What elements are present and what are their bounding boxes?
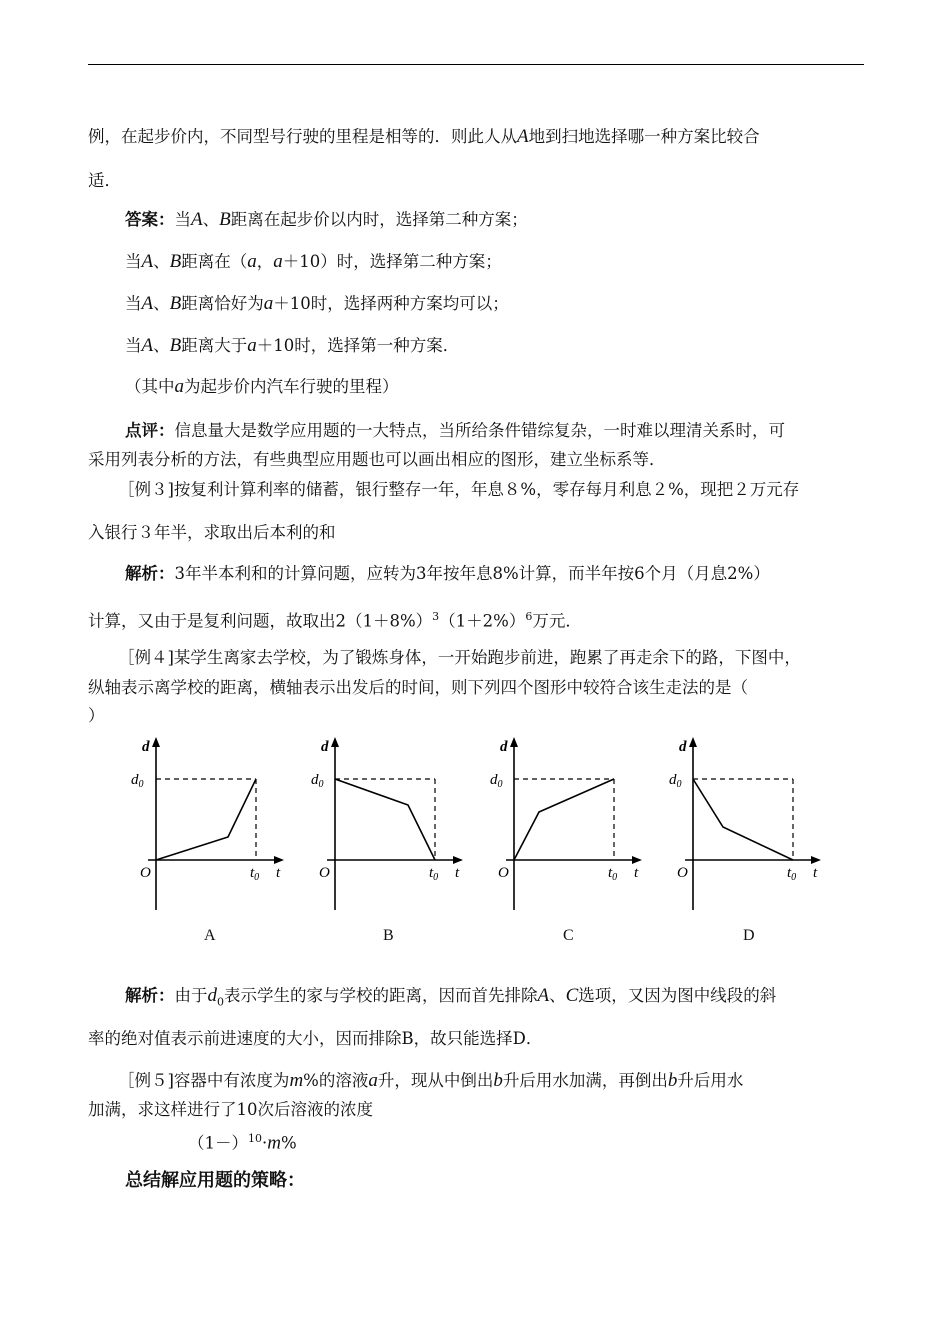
d0-sub: 0 bbox=[676, 779, 682, 790]
summary-heading bbox=[125, 1170, 905, 1192]
para-line-2 bbox=[88, 170, 868, 192]
para-line-1 bbox=[88, 126, 868, 148]
example4-line-1 bbox=[118, 647, 898, 669]
example4-line-3 bbox=[88, 705, 868, 727]
text: 升后用水 bbox=[677, 1071, 744, 1090]
path-line bbox=[335, 779, 435, 860]
exponent: 10 bbox=[248, 1132, 262, 1145]
graph-b bbox=[305, 735, 465, 920]
text: ＋10）时，选择第二种方案； bbox=[282, 252, 502, 271]
example5-formula bbox=[188, 1128, 950, 1155]
answer-line-1 bbox=[125, 209, 905, 231]
text: 当 bbox=[174, 210, 191, 229]
solution-label: 解析： bbox=[125, 564, 175, 583]
t0-label bbox=[608, 865, 617, 883]
t0-sub: 0 bbox=[254, 872, 260, 883]
text: 距离在（ bbox=[181, 252, 248, 271]
axis-t-label: t bbox=[276, 865, 281, 881]
var: m bbox=[267, 1132, 281, 1154]
text: · bbox=[262, 1133, 268, 1153]
d0-label bbox=[669, 772, 682, 790]
comment-label: 点评： bbox=[125, 421, 175, 440]
x-axis-arrow bbox=[811, 856, 821, 864]
var: a bbox=[273, 251, 283, 272]
example4-line-2 bbox=[88, 677, 868, 699]
text: ） bbox=[88, 706, 105, 725]
text: % bbox=[280, 1133, 297, 1153]
solution3-line-2 bbox=[88, 606, 868, 633]
axis-d-label: d bbox=[142, 739, 150, 755]
solution3-line-1 bbox=[125, 563, 905, 585]
d0-label bbox=[131, 772, 144, 790]
text: 升后用水加满，再倒出 bbox=[502, 1071, 668, 1090]
d0-sub: 0 bbox=[497, 779, 503, 790]
text: 万元． bbox=[532, 611, 582, 631]
graph-label-a: A bbox=[204, 927, 216, 944]
solution4-line-2 bbox=[88, 1028, 868, 1050]
var: A bbox=[141, 335, 154, 356]
summary-text: 总结解应用题的策略： bbox=[125, 1170, 305, 1191]
var: A bbox=[191, 209, 203, 230]
text: 、 bbox=[153, 294, 170, 313]
text: ＋10时，选择第一种方案． bbox=[256, 336, 460, 355]
t0-sub: 0 bbox=[791, 872, 797, 883]
var: b bbox=[667, 1070, 678, 1091]
var: m bbox=[289, 1070, 304, 1091]
t0-sub: 0 bbox=[433, 872, 439, 883]
axis-t-label: t bbox=[455, 865, 460, 881]
var: b bbox=[493, 1070, 503, 1091]
y-axis-arrow bbox=[689, 737, 697, 747]
answer-line-4 bbox=[125, 335, 905, 357]
t0-label bbox=[429, 865, 438, 883]
example5-line-1 bbox=[118, 1070, 898, 1092]
var: B bbox=[219, 209, 231, 230]
var: B bbox=[169, 251, 182, 272]
answer-note bbox=[125, 376, 905, 398]
origin-label: O bbox=[140, 865, 151, 881]
text: 信息量大是数学应用题的一大特点，当所给条件错综复杂，一时难以理清关系时，可 bbox=[174, 421, 785, 440]
exponent: 6 bbox=[525, 610, 533, 623]
t0-label bbox=[250, 865, 259, 883]
y-axis-arrow bbox=[152, 737, 160, 747]
text: 选项，又因为图中线段的斜 bbox=[578, 986, 777, 1005]
d0-sub: 0 bbox=[318, 779, 324, 790]
graph-c bbox=[484, 735, 644, 920]
text: 升，现从中倒出 bbox=[377, 1071, 494, 1090]
solution4-line-1 bbox=[125, 985, 905, 1013]
y-axis-arrow bbox=[331, 737, 339, 747]
var: B bbox=[169, 293, 182, 314]
answer-line-2 bbox=[125, 251, 905, 273]
comment-line-1 bbox=[125, 420, 905, 442]
var: a bbox=[174, 376, 184, 397]
text: 3年半本利和的计算问题，应转为3年按年息8%计算，而半年按6个月（月息2%） bbox=[174, 564, 770, 583]
answer-label: 答案： bbox=[125, 210, 175, 229]
t0-label bbox=[787, 865, 796, 883]
axis-d-label: d bbox=[500, 739, 508, 755]
text: 当 bbox=[125, 294, 142, 313]
text: 当 bbox=[125, 252, 142, 271]
t0-main: t bbox=[787, 865, 792, 881]
t0-main: t bbox=[250, 865, 255, 881]
answer-line-3 bbox=[125, 293, 905, 315]
text: 、 bbox=[153, 336, 170, 355]
d0-sub: 0 bbox=[138, 779, 144, 790]
d0-main: d bbox=[490, 772, 498, 788]
graph-label-c: C bbox=[563, 927, 574, 944]
example5-line-2 bbox=[88, 1099, 868, 1121]
text: 加满，求这样进行了10次后溶液的浓度 bbox=[88, 1100, 373, 1119]
graph-a bbox=[126, 735, 286, 920]
path-line bbox=[156, 779, 256, 860]
axis-d-label: d bbox=[321, 739, 329, 755]
graph-d bbox=[663, 735, 823, 920]
t0-main: t bbox=[429, 865, 434, 881]
var: A bbox=[141, 251, 154, 272]
d0-label bbox=[311, 772, 324, 790]
text: 率的绝对值表示前进速度的大小，因而排除B，故只能选择D． bbox=[88, 1029, 543, 1048]
text: （其中 bbox=[125, 377, 175, 396]
graph-label-b: B bbox=[383, 927, 394, 944]
text: 采用列表分析的方法，有些典型应用题也可以画出相应的图形，建立坐标系等． bbox=[88, 450, 666, 469]
d0-main: d bbox=[311, 772, 319, 788]
text: 当 bbox=[125, 336, 142, 355]
axis-t-label: t bbox=[634, 865, 639, 881]
text: %的溶液 bbox=[303, 1071, 369, 1090]
var: C bbox=[565, 985, 579, 1006]
text: 适． bbox=[88, 171, 121, 190]
text: 由于 bbox=[174, 986, 208, 1005]
text: （1＋2%） bbox=[439, 611, 526, 631]
text: 距离大于 bbox=[181, 336, 248, 355]
text: 入银行３年半，求取出后本利的和 bbox=[88, 523, 336, 542]
text: 、 bbox=[202, 210, 220, 229]
var: a bbox=[247, 335, 257, 356]
example3-line-1 bbox=[118, 479, 898, 501]
var: a bbox=[263, 293, 274, 314]
text: ［例３]按复利计算利率的储蓄，银行整存一年，年息８%，零存每月利息２%，现把２万元存 bbox=[118, 480, 800, 499]
var: a bbox=[247, 251, 257, 272]
axis-t-label: t bbox=[813, 865, 818, 881]
var: B bbox=[169, 335, 182, 356]
y-axis-arrow bbox=[510, 737, 518, 747]
text: ［例５]容器中有浓度为 bbox=[118, 1071, 290, 1090]
var: A bbox=[141, 293, 154, 314]
solution-label: 解析： bbox=[125, 986, 175, 1005]
path-line bbox=[514, 779, 614, 860]
text: 为起步价内汽车行驶的里程） bbox=[184, 377, 399, 396]
header-rule bbox=[88, 64, 864, 65]
text: ， bbox=[256, 252, 274, 271]
d0-main: d bbox=[669, 772, 677, 788]
d0-main: d bbox=[131, 772, 139, 788]
text: 纵轴表示离学校的距离，横轴表示出发后的时间，则下列四个图形中较符合该生走法的是（ bbox=[88, 678, 748, 697]
text: 计算，又由于是复利问题，故取出2（1＋8%） bbox=[88, 611, 433, 631]
comment-line-2 bbox=[88, 449, 868, 471]
var: A bbox=[517, 126, 529, 147]
subscript: 0 bbox=[217, 995, 224, 1009]
origin-label: O bbox=[677, 865, 688, 881]
text: ＋10时，选择两种方案均可以； bbox=[273, 294, 509, 313]
text: 距离在起步价以内时，选择第二种方案； bbox=[230, 210, 528, 229]
text: 、 bbox=[549, 986, 566, 1005]
d0-label bbox=[490, 772, 503, 790]
text: 地到扫地选择哪一种方案比较合 bbox=[528, 127, 760, 146]
t0-sub: 0 bbox=[612, 872, 618, 883]
var: a bbox=[368, 1070, 378, 1091]
t0-main: t bbox=[608, 865, 613, 881]
exponent: 3 bbox=[432, 610, 440, 623]
text: 例，在起步价内，不同型号行驶的里程是相等的．则此人从 bbox=[88, 127, 517, 146]
x-axis-arrow bbox=[453, 856, 463, 864]
text: （1－） bbox=[188, 1133, 248, 1153]
text: 、 bbox=[153, 252, 170, 271]
example3-line-2 bbox=[88, 522, 868, 544]
var: d bbox=[207, 985, 217, 1006]
origin-label: O bbox=[319, 865, 330, 881]
text: ［例４]某学生离家去学校，为了锻炼身体，一开始跑步前进，跑累了再走余下的路，下图中， bbox=[118, 648, 801, 667]
axis-d-label: d bbox=[679, 739, 687, 755]
origin-label: O bbox=[498, 865, 509, 881]
x-axis-arrow bbox=[274, 856, 284, 864]
x-axis-arrow bbox=[632, 856, 642, 864]
path-line bbox=[693, 779, 793, 860]
graph-label-d: D bbox=[743, 927, 755, 944]
var: A bbox=[537, 985, 550, 1006]
text: 表示学生的家与学校的距离，因而首先排除 bbox=[224, 986, 538, 1005]
text: 距离恰好为 bbox=[181, 294, 264, 313]
